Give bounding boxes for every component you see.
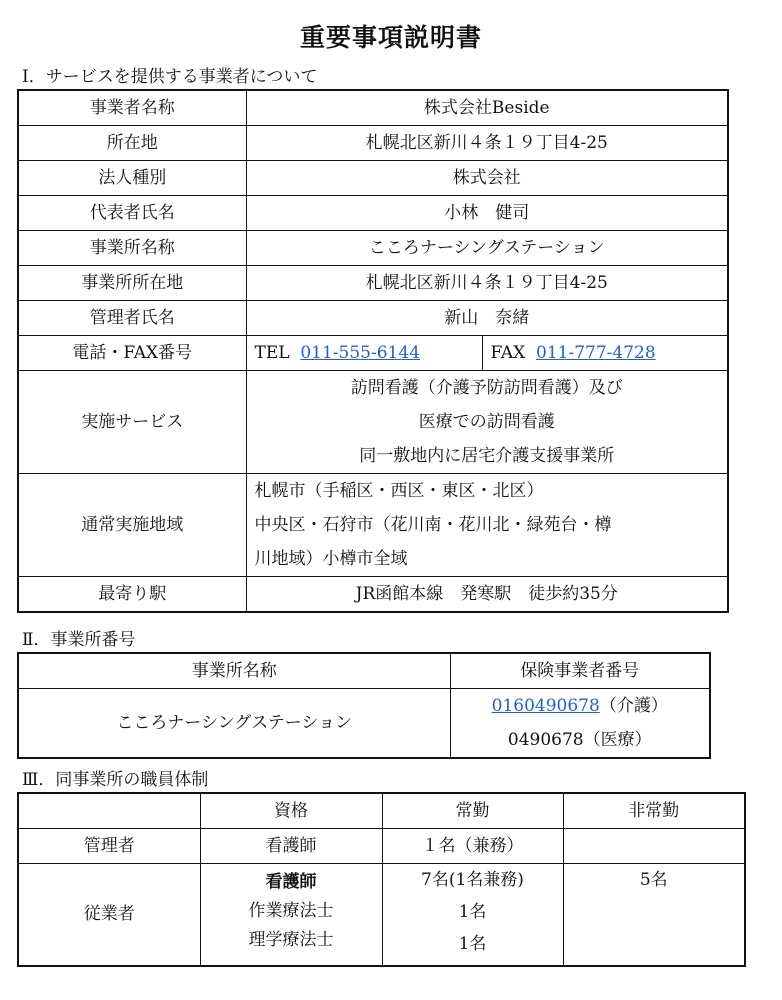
fulltime-item: 1名 xyxy=(458,902,487,922)
company-name-value: 株式会社Beside xyxy=(246,90,728,126)
services-label: 実施サービス xyxy=(18,371,246,474)
qualification-item: 看護師 xyxy=(265,872,317,892)
staff-qualifications xyxy=(200,864,382,966)
services-value xyxy=(246,371,728,474)
office-address-label: 事業所所在地 xyxy=(18,266,246,301)
staff-parttime: 5名 xyxy=(563,864,745,966)
station-label: 最寄り駅 xyxy=(18,577,246,613)
section1-heading: Ⅰ．サービスを提供する事業者について xyxy=(22,67,318,87)
manager-value: 新山 奈緒 xyxy=(246,301,728,336)
care-suffix: （介護） xyxy=(599,696,668,716)
staff-role: 従業者 xyxy=(18,864,200,966)
document-title: 重要事項説明書 xyxy=(299,23,482,52)
tel-link[interactable]: 011-555-6144 xyxy=(300,343,421,363)
care-number-line xyxy=(451,689,710,723)
corp-type-value: 株式会社 xyxy=(246,161,728,196)
area-line: 札幌市（手稲区・西区・東区・北区） xyxy=(254,481,544,501)
fulltime-item: 1名 xyxy=(458,934,487,954)
office-name-header: 事業所名称 xyxy=(18,653,450,689)
staff-header-blank xyxy=(18,793,200,829)
insurance-number-header: 保険事業者番号 xyxy=(450,653,710,689)
manager-fulltime: １名（兼務） xyxy=(382,829,563,864)
qualification-item: 理学療法士 xyxy=(248,930,334,950)
representative-value: 小林 健司 xyxy=(246,196,728,231)
office-name-label: 事業所名称 xyxy=(18,231,246,266)
station-value: JR函館本線 発寒駅 徒歩約35分 xyxy=(246,577,728,613)
office-name-cell: こころナーシングステーション xyxy=(18,689,450,759)
address-value: 札幌北区新川４条１９丁目4-25 xyxy=(246,126,728,161)
insurance-number-cell xyxy=(450,689,710,759)
care-number-link[interactable]: 0160490678 xyxy=(491,696,600,716)
fax-prefix: FAX xyxy=(490,343,526,363)
area-line: 川地域）小樽市全域 xyxy=(254,549,408,569)
phone-label: 電話・FAX番号 xyxy=(18,336,246,371)
services-line: 同一敷地内に居宅介護支援事業所 xyxy=(359,446,615,466)
area-value xyxy=(246,474,728,577)
manager-parttime xyxy=(563,829,745,864)
representative-label: 代表者氏名 xyxy=(18,196,246,231)
office-address-value: 札幌北区新川４条１９丁目4-25 xyxy=(246,266,728,301)
area-label: 通常実施地域 xyxy=(18,474,246,577)
staff-table xyxy=(17,792,746,967)
address-label: 所在地 xyxy=(18,126,246,161)
services-line: 医療での訪問看護 xyxy=(418,412,555,432)
staff-fulltime xyxy=(382,864,563,966)
qualification-header: 資格 xyxy=(200,793,382,829)
office-name-value: こころナーシングステーション xyxy=(246,231,728,266)
fulltime-item: 7名(1名兼務) xyxy=(421,870,524,890)
tel-prefix: TEL xyxy=(254,343,290,363)
area-line: 中央区・石狩市（花川南・花川北・緑苑台・樽 xyxy=(254,515,612,535)
office-number-table xyxy=(17,652,711,759)
manager-qualification: 看護師 xyxy=(200,829,382,864)
manager-label: 管理者氏名 xyxy=(18,301,246,336)
section3-heading: Ⅲ．同事業所の職員体制 xyxy=(22,770,209,790)
medical-number-line: 0490678（医療） xyxy=(507,730,652,750)
fulltime-header: 常勤 xyxy=(382,793,563,829)
fax-link[interactable]: 011-777-4728 xyxy=(536,343,656,363)
services-line: 訪問看護（介護予防訪問看護）及び xyxy=(350,378,623,398)
fax-cell xyxy=(482,336,728,371)
corp-type-label: 法人種別 xyxy=(18,161,246,196)
tel-cell xyxy=(246,336,482,371)
parttime-header: 非常勤 xyxy=(563,793,745,829)
qualification-item: 作業療法士 xyxy=(248,901,334,921)
section2-heading: Ⅱ．事業所番号 xyxy=(22,630,136,650)
company-name-label: 事業者名称 xyxy=(18,90,246,126)
manager-role: 管理者 xyxy=(18,829,200,864)
provider-table xyxy=(17,89,729,613)
